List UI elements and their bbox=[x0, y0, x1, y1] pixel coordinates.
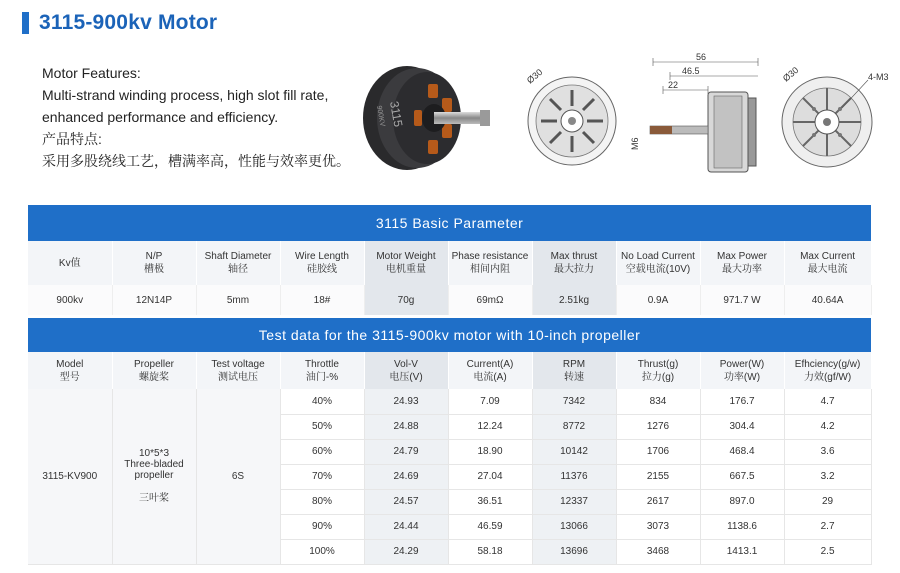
header-cell bbox=[28, 352, 112, 389]
header-cell bbox=[448, 241, 532, 285]
table-cell: 24.57 bbox=[364, 489, 448, 514]
text-line: 槽极 bbox=[144, 264, 164, 275]
text-line: Max thrust bbox=[550, 251, 598, 262]
text-line: Kv值 bbox=[58, 257, 81, 269]
text-line: Propeller bbox=[133, 358, 175, 370]
table-cell: 24.79 bbox=[364, 439, 448, 464]
table-cell: 1138.6 bbox=[700, 514, 784, 539]
text-line: Model bbox=[56, 358, 84, 370]
table-cell: 36.51 bbox=[448, 489, 532, 514]
table-cell: 29 bbox=[784, 489, 871, 514]
text-line: 最大电流 bbox=[807, 264, 848, 275]
table-cell: 2.5 bbox=[784, 539, 871, 564]
table-cell: 18.90 bbox=[448, 439, 532, 464]
basic-values-row bbox=[28, 285, 871, 315]
text-line: 型号 bbox=[59, 371, 80, 383]
text-line: 硅胶线 bbox=[307, 264, 337, 275]
motor-photo bbox=[352, 60, 502, 180]
table-cell: 176.7 bbox=[700, 389, 784, 414]
text-line: 功率(W) bbox=[723, 371, 761, 383]
text-line: Max Current bbox=[800, 251, 856, 262]
header-cell bbox=[280, 241, 364, 285]
front-view-drawing bbox=[522, 66, 622, 176]
table-cell: 12.24 bbox=[448, 414, 532, 439]
table-cell: 24.44 bbox=[364, 514, 448, 539]
text-line: No Load Current bbox=[621, 251, 695, 262]
text-line: propeller bbox=[134, 470, 174, 482]
propeller-cell bbox=[112, 389, 196, 564]
page-title: 3115-900kv Motor bbox=[39, 11, 218, 34]
value-cell: 0.9A bbox=[616, 285, 700, 315]
model-cell: 3115-KV900 bbox=[28, 389, 112, 564]
text-line: 测试电压 bbox=[218, 371, 258, 383]
value-cell: 5mm bbox=[196, 285, 280, 315]
table-cell: 24.88 bbox=[364, 414, 448, 439]
header-cell bbox=[28, 241, 112, 285]
header-cell bbox=[700, 352, 784, 389]
text-line: 螺旋桨 bbox=[139, 371, 169, 383]
table-row bbox=[28, 389, 871, 414]
table-cell: 468.4 bbox=[700, 439, 784, 464]
motor-sublabel: 900KV bbox=[375, 105, 386, 128]
basic-header-row bbox=[28, 241, 871, 285]
table-cell: 24.93 bbox=[364, 389, 448, 414]
table-cell: 46.59 bbox=[448, 514, 532, 539]
text-line: 力效(gf/W) bbox=[803, 371, 852, 383]
basic-parameter-table bbox=[28, 205, 872, 315]
text-line: 三叶桨 bbox=[139, 493, 169, 505]
table-cell: 1276 bbox=[616, 414, 700, 439]
header-cell bbox=[280, 352, 364, 389]
text-line: 相间内阻 bbox=[470, 264, 510, 275]
table-cell: 3.2 bbox=[784, 464, 871, 489]
header-cell bbox=[196, 352, 280, 389]
text-line: 10*5*3 bbox=[138, 448, 170, 460]
text-line: Test voltage bbox=[211, 358, 265, 370]
text-line: Shaft Diameter bbox=[204, 251, 272, 262]
table-cell: 7.09 bbox=[448, 389, 532, 414]
table-cell: 11376 bbox=[532, 464, 616, 489]
title-bar bbox=[22, 8, 217, 38]
text-line: 空载电流(10V) bbox=[625, 264, 691, 275]
value-cell: 70g bbox=[364, 285, 448, 315]
table-cell: 4.2 bbox=[784, 414, 871, 439]
table-cell: 2155 bbox=[616, 464, 700, 489]
title-accent-bar bbox=[22, 12, 29, 34]
table-cell: 4.7 bbox=[784, 389, 871, 414]
table-cell: 58.18 bbox=[448, 539, 532, 564]
table-cell: 13066 bbox=[532, 514, 616, 539]
table-cell: 24.29 bbox=[364, 539, 448, 564]
features-text bbox=[42, 62, 350, 172]
back-screw-label: 4-M3 bbox=[868, 72, 889, 82]
table-cell: 60% bbox=[280, 439, 364, 464]
header-cell bbox=[448, 352, 532, 389]
header-cell bbox=[784, 352, 871, 389]
table-cell: 8772 bbox=[532, 414, 616, 439]
value-cell: 69mΩ bbox=[448, 285, 532, 315]
table-cell: 12337 bbox=[532, 489, 616, 514]
table-cell: 897.0 bbox=[700, 489, 784, 514]
header-cell bbox=[112, 241, 196, 285]
table-cell: 40% bbox=[280, 389, 364, 414]
header-cell bbox=[196, 241, 280, 285]
header-cell bbox=[532, 352, 616, 389]
text-line: 油门-% bbox=[305, 371, 339, 383]
text-line: Thrust(g) bbox=[637, 358, 679, 370]
header-cell bbox=[616, 352, 700, 389]
basic-table-title: 3115 Basic Parameter bbox=[28, 205, 871, 241]
table-cell: 10142 bbox=[532, 439, 616, 464]
text-line: Vol-V bbox=[394, 358, 418, 370]
table-cell: 50% bbox=[280, 414, 364, 439]
text-line: Max Power bbox=[716, 251, 767, 262]
table-cell: 13696 bbox=[532, 539, 616, 564]
text-line: 电压(V) bbox=[389, 371, 423, 383]
text-line: 转速 bbox=[564, 371, 584, 383]
header-cell bbox=[364, 352, 448, 389]
side-len-body: 46.5 bbox=[682, 66, 700, 76]
side-thread-label: M6 bbox=[630, 137, 640, 150]
side-len-total: 56 bbox=[696, 52, 707, 62]
text-line: Power(W) bbox=[719, 358, 765, 370]
table-cell: 90% bbox=[280, 514, 364, 539]
motor-label: 3115 bbox=[387, 100, 406, 128]
text-line: 电机重量 bbox=[386, 264, 426, 275]
text-line: Motor Weight bbox=[376, 251, 436, 262]
table-cell: 2.7 bbox=[784, 514, 871, 539]
text-line: N/P bbox=[145, 251, 163, 262]
table-cell: 70% bbox=[280, 464, 364, 489]
test-table-title: Test data for the 3115-900kv motor with 10-inch propeller bbox=[28, 318, 871, 352]
header-cell bbox=[616, 241, 700, 285]
value-cell: 40.64A bbox=[784, 285, 871, 315]
side-len-shaft: 22 bbox=[668, 80, 679, 90]
table-cell: 3468 bbox=[616, 539, 700, 564]
feature-line: enhanced performance and efficiency. bbox=[42, 109, 279, 125]
table-cell: 1706 bbox=[616, 439, 700, 464]
value-cell: 900kv bbox=[28, 285, 112, 315]
value-cell: 2.51kg bbox=[532, 285, 616, 315]
voltage-cell: 6S bbox=[196, 389, 280, 564]
table-cell: 27.04 bbox=[448, 464, 532, 489]
value-cell: 12N14P bbox=[112, 285, 196, 315]
table-cell: 80% bbox=[280, 489, 364, 514]
table-cell: 304.4 bbox=[700, 414, 784, 439]
table-cell: 834 bbox=[616, 389, 700, 414]
side-view-drawing bbox=[628, 52, 768, 177]
text-line: 最大功率 bbox=[722, 264, 762, 275]
table-cell: 7342 bbox=[532, 389, 616, 414]
table-cell: 100% bbox=[280, 539, 364, 564]
text-line: Three-bladed bbox=[124, 459, 184, 471]
text-line: RPM bbox=[562, 358, 586, 370]
table-cell: 2617 bbox=[616, 489, 700, 514]
text-line: Efhciency(g/w) bbox=[794, 358, 861, 370]
table-cell: 3.6 bbox=[784, 439, 871, 464]
feature-line: 采用多股绕线工艺，槽满率高，性能与效率更优。 bbox=[42, 153, 350, 169]
table-cell: 3073 bbox=[616, 514, 700, 539]
back-view-drawing bbox=[772, 60, 892, 175]
text-line: Wire Length bbox=[295, 251, 349, 262]
text-line: Current(A) bbox=[466, 358, 514, 370]
front-dia-label: Ø30 bbox=[524, 66, 545, 86]
table-cell: 1413.1 bbox=[700, 539, 784, 564]
feature-line: 产品特点: bbox=[42, 131, 102, 147]
text-line: 最大拉力 bbox=[554, 264, 594, 275]
header-cell bbox=[532, 241, 616, 285]
feature-line: Multi-strand winding process, high slot fill rate, bbox=[42, 87, 329, 103]
text-line: 轴径 bbox=[228, 264, 248, 275]
value-cell: 971.7 W bbox=[700, 285, 784, 315]
back-dia-label: Ø30 bbox=[780, 64, 801, 84]
feature-line: Motor Features: bbox=[42, 65, 141, 81]
test-data-table bbox=[28, 318, 872, 565]
text-line: Phase resistance bbox=[451, 251, 529, 262]
header-cell bbox=[364, 241, 448, 285]
text-line: 电流(A) bbox=[473, 371, 507, 383]
text-line: 拉力(g) bbox=[641, 371, 675, 383]
table-cell: 667.5 bbox=[700, 464, 784, 489]
header-cell bbox=[112, 352, 196, 389]
text-line: Throttle bbox=[305, 358, 339, 370]
value-cell: 18# bbox=[280, 285, 364, 315]
header-cell bbox=[784, 241, 871, 285]
header-cell bbox=[700, 241, 784, 285]
table-cell: 24.69 bbox=[364, 464, 448, 489]
test-header-row bbox=[28, 352, 871, 389]
